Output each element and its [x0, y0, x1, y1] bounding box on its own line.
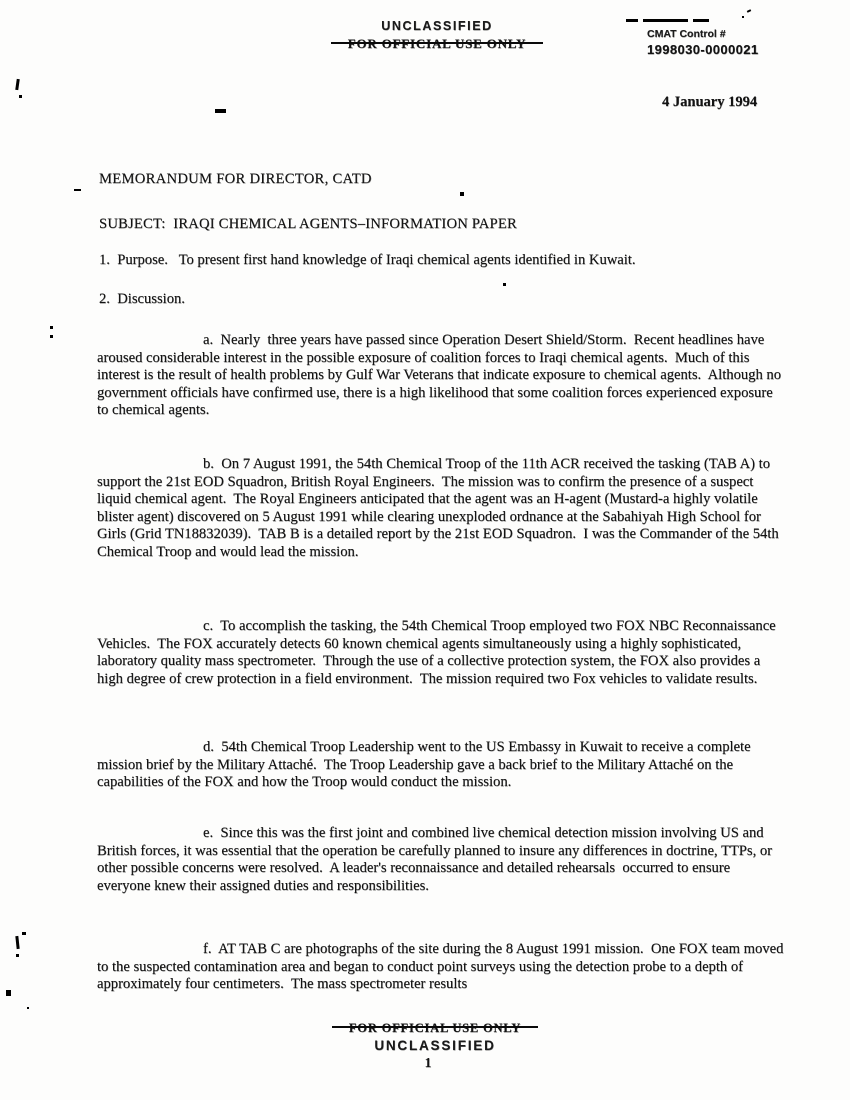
scan-speck — [503, 283, 506, 286]
document-date: 4 January 1994 — [662, 94, 758, 110]
purpose-line: 1. Purpose. To present first hand knowledge of Iraqi chemical agents identified in Kuwait. — [99, 252, 636, 268]
scan-speck — [16, 954, 19, 957]
scan-speck — [747, 9, 751, 13]
dash-segment — [626, 19, 638, 22]
paragraph-e: e. Since this was the first joint and combined live chemical detection mission involving US and British forces, it was essential that the operation be carefully planned to insure any differences in doctrine, TTPs, or other possible concerns were resolved. A leader's reconnaissance and detailed rehearsals occurred to ensure everyone knew their assigned duties and responsibilities. — [97, 825, 776, 894]
scan-speck — [19, 95, 22, 98]
scan-speck — [50, 335, 53, 338]
header-classification-block — [332, 19, 542, 53]
scan-speck — [6, 990, 11, 996]
header-classification-marking: UNCLASSIFIED — [381, 19, 493, 33]
header-fouo-marking — [348, 35, 527, 53]
scan-speck — [74, 189, 81, 191]
scan-speck — [460, 192, 464, 196]
paragraph-b: b. On 7 August 1991, the 54th Chemical Troop of the 11th ACR received the tasking (TAB A) to support the 21st EOD Squadron, British Royal Engineers. The mission was to confirm the presence of a suspect liquid chemical agent. The Royal Engineers anticipated that the agent was an H-agent (Mustard-a highly volatile blister agent) discovered on 5 August 1991 while clearing unexploded ordnance at the Sabahiyah High School for Girls (Grid TN18832039). TAB B is a detailed report by the 21st EOD Squadron. I was the Commander of the 54th Chemical Troop and would lead the mission. — [97, 456, 783, 560]
footer-classification-marking: UNCLASSIFIED — [374, 1038, 496, 1053]
cmat-control-block — [647, 28, 759, 57]
paragraph-a: a. Nearly three years have passed since Operation Desert Shield/Storm. Recent headlines have aroused considerable interest in the possible exposure of coalition forces to Iraqi chemical agents. Much of this interest is the result of health problems by Gulf War Veterans that indicate exposure to chemical agents. Although no government officials have confirmed use, there is a high likelihood that some coalition forces experienced exposure to chemical agents. — [97, 332, 785, 418]
paragraph-c: c. To accomplish the tasking, the 54th Chemical Troop employed two FOX NBC Reconnaissance Vehicles. The FOX accurately detects 60 known chemical agents simultaneously using a highly sophisticated, laboratory quality mass spectrometer. Through the use of a collective protection system, the FOX also provides a high degree of crew protection in a field environment. The mission required two Fox vehicles to validate results. — [97, 618, 780, 687]
scan-speck — [15, 79, 20, 90]
scan-speck — [27, 1007, 29, 1009]
dash-segment — [643, 19, 688, 22]
scan-speck — [215, 109, 226, 113]
footer-fouo-marking — [349, 1019, 521, 1037]
cmat-control-number: 1998030-0000021 — [647, 42, 759, 57]
redaction-dash-mark — [626, 19, 709, 22]
subject-line: SUBJECT: IRAQI CHEMICAL AGENTS–INFORMATION PAPER — [99, 216, 517, 232]
strikethrough-line — [332, 1026, 538, 1028]
scan-speck — [15, 936, 19, 949]
discussion-heading: 2. Discussion. — [99, 291, 185, 307]
strikethrough-line — [331, 42, 544, 44]
footer-block — [300, 1017, 570, 1071]
page-number: 1 — [424, 1055, 432, 1070]
memorandum-for-line: MEMORANDUM FOR DIRECTOR, CATD — [99, 171, 372, 187]
paragraph-f: f. AT TAB C are photographs of the site during the 8 August 1991 mission. One FOX team moved to the suspected contamination area and began to conduct point surveys using the detection probe to a depth of approximately four centimeters. The mass spectrometer results — [97, 941, 788, 992]
scan-speck — [50, 326, 53, 329]
paragraph-d: d. 54th Chemical Troop Leadership went to the US Embassy in Kuwait to receive a complete mission brief by the Military Attaché. The Troop Leadership gave a back brief to the Military Attaché on the capabilities of the FOX and how the Troop would conduct the mission. — [97, 739, 755, 790]
cmat-control-label: CMAT Control # — [647, 28, 726, 40]
scan-speck — [22, 932, 26, 935]
dash-segment — [693, 19, 709, 22]
scan-speck — [742, 16, 744, 18]
